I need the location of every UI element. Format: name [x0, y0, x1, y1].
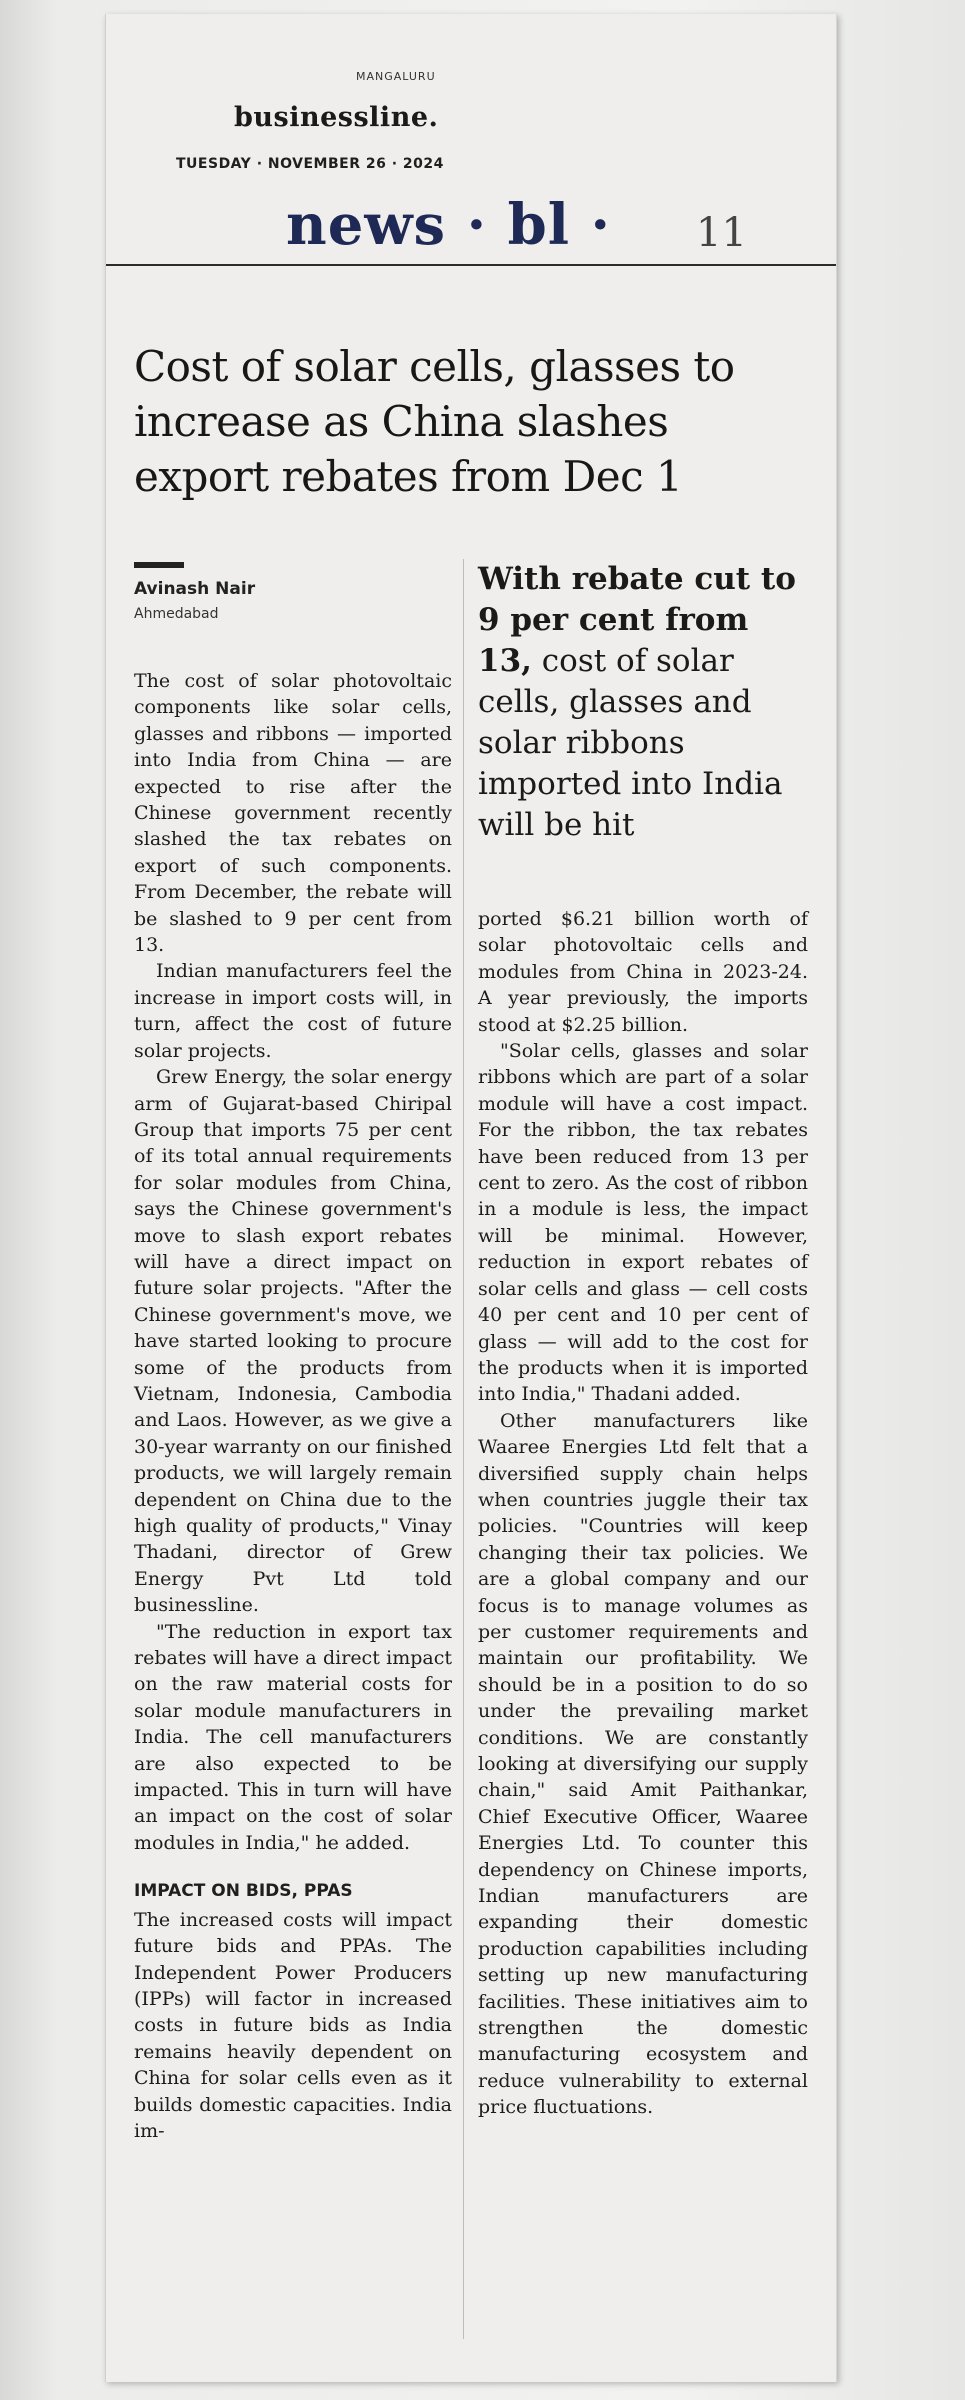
- paragraph: ported $6.21 billion worth of solar photovoltaic cells and modules from China in 2023-24. A year previously, the imports stood at $2.25 billion.: [478, 908, 808, 1036]
- edition-date: TUESDAY · NOVEMBER 26 · 2024: [176, 156, 444, 172]
- section-header: [106, 184, 836, 264]
- edition-city: MANGALURU: [356, 70, 436, 83]
- paragraph: The cost of solar photovoltaic components like solar cells, glasses and ribbons — imported into India from China — are expected to rise after the Chinese government recently slashed the tax rebates on export of such components. From December, the rebate will be slashed to 9 per cent from 13.: [134, 670, 452, 957]
- pull-quote-strong: With rebate cut to 9 per cent from 13,: [478, 561, 796, 679]
- pull-quote: [478, 559, 808, 846]
- section-name: news · bl ·: [286, 192, 611, 258]
- paragraph: Grew Energy, the solar energy arm of Gujarat-based Chiripal Group that imports 75 per cent of its total annual requirements for solar modules from China, says the Chinese government's move to slash export rebates will have a direct impact on future solar projects. "After the Chinese government's move, we have started looking to procure some of the products from Vietnam, Indonesia, Cambodia and Laos. However, as we give a 30-year warranty on our finished products, we will largely remain dependent on China due to the high quality of products," Vinay Thadani, director of Grew Energy Pvt Ltd told businessline.: [134, 1066, 452, 1617]
- article-column-right: [478, 906, 808, 2121]
- header-rule: [106, 264, 836, 266]
- author-name: Avinash Nair: [134, 579, 256, 599]
- article-column-left: [134, 668, 452, 2144]
- subheading: IMPACT ON BIDS, PPAS: [134, 1881, 353, 1902]
- newspaper-brand: businessline.: [234, 102, 439, 133]
- paragraph: "The reduction in export tax rebates will have a direct impact on the raw material costs for solar module manufacturers in India. The cell manufacturers are also expected to be impacted. This in turn will have an impact on the cost of solar modules in India," he added.: [134, 1620, 452, 1854]
- paragraph: The increased costs will impact future bids and PPAs. The Independent Power Producers (IPPs) will factor in increased costs in future bids as India remains heavily dependent on China for solar cells even as it builds domestic capacities. India im-: [134, 1908, 452, 2142]
- dateline: Ahmedabad: [134, 606, 219, 622]
- paragraph: "Solar cells, glasses and solar ribbons which are part of a solar module will have a cost impact. For the ribbon, the tax rebates have been reduced from 13 per cent to zero. As the cost of ribbon in a module is less, the impact will be minimal. However, reduction in export rebates of solar cells and glass — cell costs 40 per cent and 10 per cent of glass — will add to the cost for the products when it is imported into India," Thadani added.: [478, 1040, 808, 1406]
- pull-quote-rest: cost of solar cells, glasses and solar ribbons imported into India will be hit: [478, 643, 783, 843]
- page-number: 11: [696, 210, 747, 256]
- newspaper-clipping: [105, 14, 837, 2382]
- article-headline: Cost of solar cells, glasses to increase as China slashes export rebates from Dec 1: [134, 342, 735, 501]
- column-divider: [463, 559, 464, 2339]
- paragraph: Other manufacturers like Waaree Energies Ltd felt that a diversified supply chain helps when countries juggle their tax policies. "Countries will keep changing their tax policies. We are a global company and our focus is to manage volumes as per customer requirements and maintain our profitability. We should be in a position to do so under the prevailing market conditions. We are constantly looking at diversifying our supply chain," said Amit Paithankar, Chief Executive Officer, Waaree Energies Ltd. To counter this dependency on Chinese imports, Indian manufacturers are expanding their domestic production capabilities including setting up new manufacturing facilities. These initiatives aim to strengthen the domestic manufacturing ecosystem and reduce vulnerability to external price fluctuations.: [478, 1409, 808, 2119]
- paragraph: Indian manufacturers feel the increase in import costs will, in turn, affect the cost of future solar projects.: [134, 960, 452, 1062]
- byline-bar: [134, 562, 184, 568]
